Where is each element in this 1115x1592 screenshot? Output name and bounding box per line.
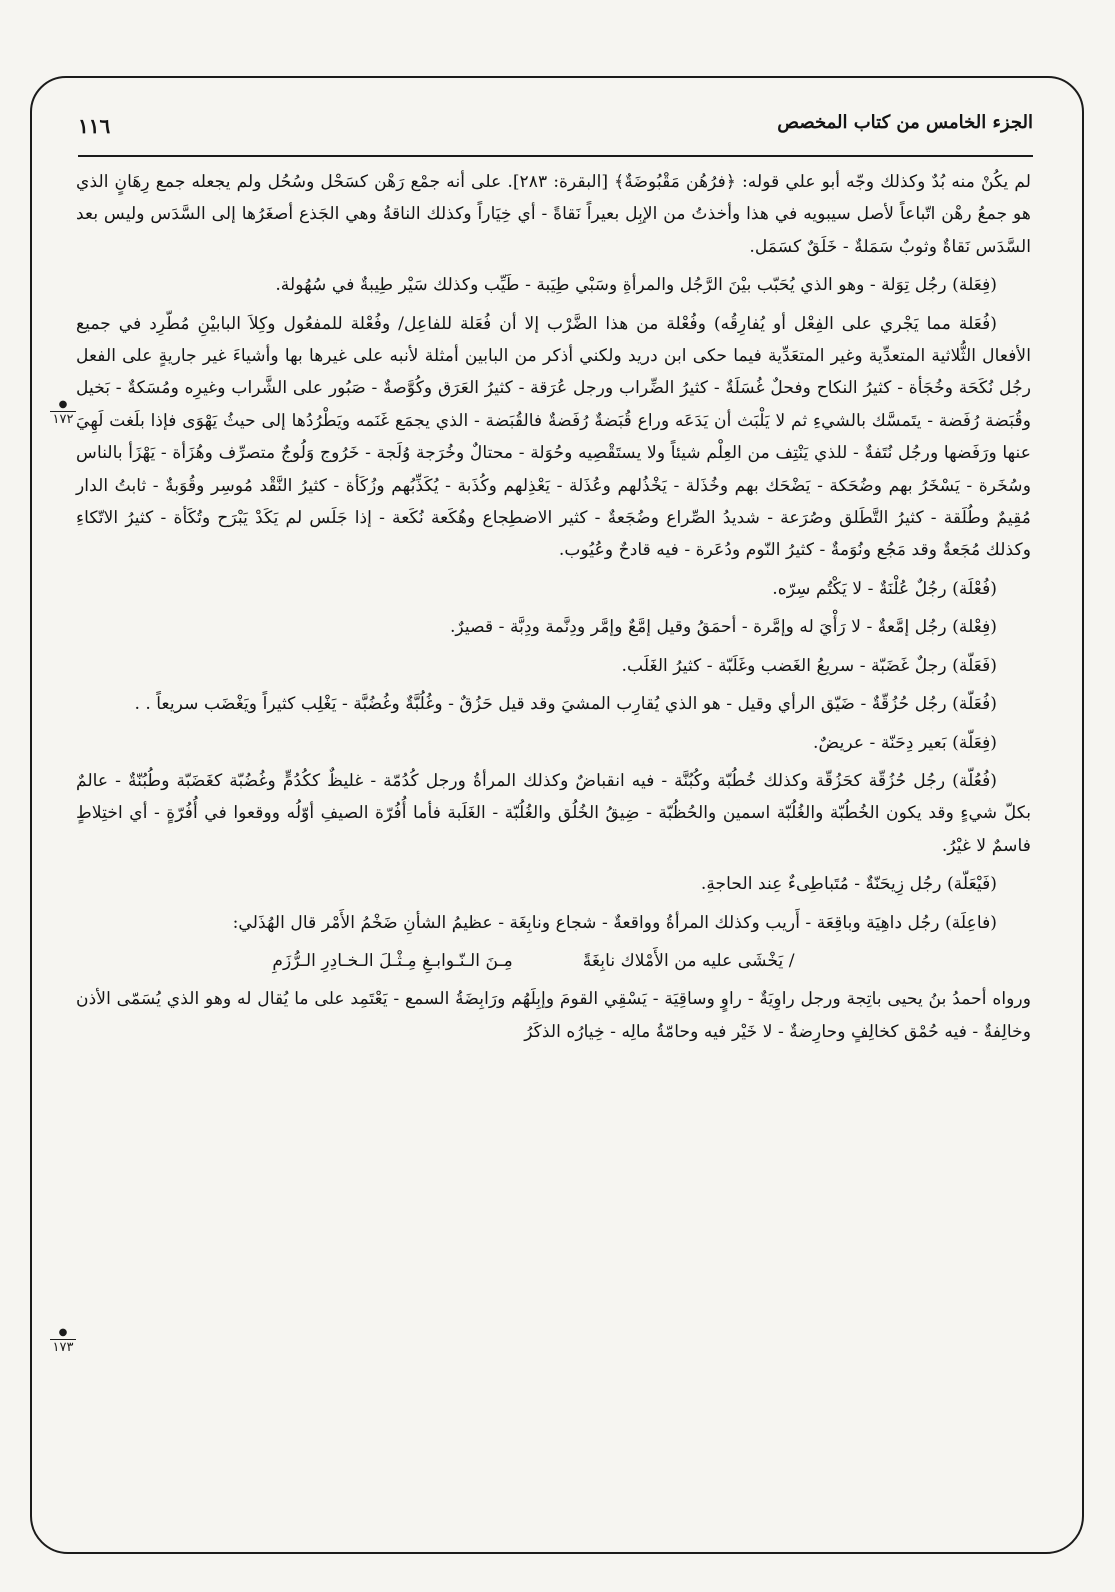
paragraph: (فَعَلّة) رجلٌ غَضَبّة - سريعُ الغَضب وغَلَبّة - كثيرُ الغَلَب. (621, 655, 997, 676)
running-header (78, 112, 1033, 152)
paragraph: (فُعُلّة) رجُل حُزُقّة كحَزُقّة وكذلك خُطُبّة وكُبُنَّة - فيه انقباضٌ وكذلك المرأةُ ورجل كُدُمّة - غليظٌ ككُدُمٍّ وغُضُبّة كغَضَبّة وطُبُنّةٌ - عالمٌ بكلّ شيءٍ وقد يكون الخُطُبّة والغُلُبّة اسمين والحُظُبّة - ضِيقُ الخُلُق والغُلُبّة - الغَلَبة فأما أُفُرّة الصيفِ أوّلُه ووقعوا في أُفُرّةٍ - أي اختِلاطٍ فاسمٌ لا غيْرُ. (76, 770, 1031, 856)
paragraph: (فُعَلّة) رجُل حُزُقّةٌ - ضَيّق الرأي وقيل - هو الذي يُقارِب المشيَ وقد قيل حَزُقٌ - وغُلُبَّةٌ وغُضُبَّة - يَغْلِب كثيراً ويَغْضَب سريعاً . . (134, 694, 997, 715)
paragraph: (فِعَلّة) بَعير دِحَنّة - عريضٌ. (813, 732, 997, 753)
book-title: الجزء الخامس من كتاب المخصص (777, 112, 1033, 133)
page-body (76, 166, 1031, 1054)
margin-marker: ● ١٧٢ (48, 400, 78, 427)
paragraph: لم يكُنْ منه بُدٌ وكذلك وجّه أبو علي قوله: ﴿فرُهُن مَقْبُوضَةٌ﴾ [البقرة: ٢٨٣]. على أنه جمْع رَهْن كسَحْل وسُحُل ولم يجعله جمع رِهَانٍ الذي هو جمعُ رهْن اتّباعاً لأصل سيبويه في هذا وأخذتُ من الإبِل بعيراً نَقاةً - أي خِيَاراً وكذلك الناقةُ وهي الجَذع أصغَرُها إلى السَّدَس وليس بعد السَّدَس نَقاةٌ وثوبٌ سَمَلةٌ - خَلَقٌ كسَمَل. (76, 172, 1032, 257)
paragraph: (فاعِلَة) رجُل داهِيَة وباقِعَة - أَريب وكذلك المرأةُ وواقعةٌ - شجاع ونابِغَة - عظيمُ الشأنِ ضَخْمُ الأَمْر قال الهُذَلي: (232, 912, 997, 933)
paragraph: (فُعَلة مما يَجْري على الفِعْل أو يُفارِقُه) وفُعْلة من هذا الضَّرْب إلا أن فُعَلة للفاعِل/ وفُعْلة للمفعُول وكِلاَ البابيْنِ مُطّرِد في جميع الأفعال الثُّلاثية المتعدِّية وغير المتعَدِّية فيما حكى ابن دريد ولكني أذكر من البابين أمثلة لأنبه على غيرها بها وأشياءَ غير جاريةٍ على الفعل رجُل نُكَحَة وخُجَأة - كثيرُ النكاح وفحلٌ غُسَلَةٌ - كثيرُ الضِّراب ورجل عُرَقة - كثيرُ العَرَق وكُوَّصةٌ - صَبُور على الشَّراب وغيرِه ومُسَكةٌ - بَخيل وقُبَضة رُفَضة - يتَمسَّك بالشيءِ ثم لا يَلْبَث أن يَدَعَه وراع قُبَضةٌ رُفَضةٌ فالقُبَضة - الذي يجمَع غَنَمه ويَطْرُدُها إلى حيثُ يَهْوَى فإذا بلَغت لَهِيَ عنها ورَفَضها ورجُل نُتَفةٌ - للذي يَنْتِف من العِلْم شيئاً ولا يستَقْصِيه وحُوَلة - محتالٌ وخُرَجة وُلَجة - خَرُوج وَلُوجٌ متصرِّف وهُزَأة - يَهْزَأ بالناس وسُخَرة - يَسْخَرُ بهم وضُحَكة - يَضْحَك بهم وخُذَلة - يَخْذُلهم وعُذَلة - يَعْذِلهم وكُذَبة - يُكَذِّبُهم وزُكَأة - كثيرُ النَّقْد مُوسِر وقُوَبةٌ - ثابتُ الدار مُقِيمٌ وطُلَقة - كثيرُ التَّطَلق وصُرَعة - شديدُ الصِّراع وضُجَعةٌ - كثير الاضطِجاع وهُكَعة نُكَعة - إذا جَلَس لم يَكَدْ يَبْرَح وتُكَأة - كثيرُ الاتّكاءِ وكذلك مُجَعةٌ وقد مَجُع ونُوَمةٌ - كثيرُ النّوم ودُعَرة - فيه قادحٌ وعُيُوب. (76, 313, 1031, 561)
paragraph: (فُعْلَة) رجُلٌ عُلْنَةٌ - لا يَكْتُم سِرّه. (772, 578, 997, 599)
header-rule (78, 155, 1033, 157)
margin-marker-number: ١٧٢ (52, 412, 74, 427)
paragraph: ورواه أحمدُ بنُ يحيى باتِجة ورجل راوِيَةٌ - راوٍ وساقِيَة - يَسْقِي القومَ وإبِلَهُم ورَابِضَةُ السمع - يَعْتَمِد على ما يُقال له وهو الذي يُسَمّى الأذن وخالِفةٌ - فيه حُمْق كخالِفٍ وحارِضةٌ - لا خَيْر فيه وحامّةُ مالِه - خِيارُه الذكَرُ (76, 989, 1031, 1042)
paragraph: (فَيْعَلّة) رجُل زِيحَنّةٌ - مُتَباطِىءٌ عِند الحاجةِ. (700, 874, 997, 895)
paragraph: (فِعْلة) رجُل إمَّعةٌ - لا رَأْيَ له وإمَّرة - أحمَقُ وقيل إمَّعٌ وإمَّر ودِنَّمة ودِبَّة - قصيرٌ. (449, 617, 997, 638)
verse-right-hemistich: / يَخْشَى عليه من الأَمْلاك نابِغَةً (582, 950, 795, 971)
page-number: ١١٦ (78, 114, 111, 138)
paragraph: (فِعَلة) رجُل تِوَلة - وهو الذي يُحَبّب بيْنَ الرَّجُل والمرأةِ وسَبْي طِيَبة - طَيِّب وكذلك سَيْر طِيبةٌ في سُهُولة. (275, 275, 997, 296)
poetry-verse (76, 945, 1031, 977)
margin-marker-number: ١٧٣ (52, 1340, 74, 1355)
verse-left-hemistich: مِـنَ الـنّـوابـغِ مِـثْـلَ الـخـادِرِ الـرُّزَمِ (272, 950, 513, 971)
margin-marker: ● ١٧٣ (48, 1328, 78, 1355)
